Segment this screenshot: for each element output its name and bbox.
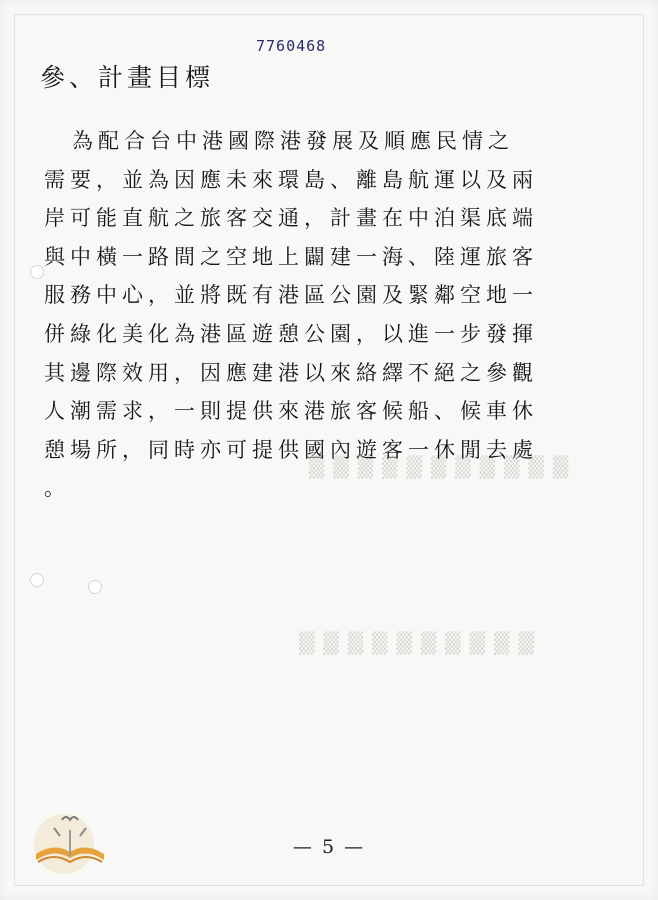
body-line: 與中橫一路間之空地上闢建一海、陸運旅客	[44, 244, 538, 269]
bleed-through-shadow: ▒▒▒▒▒▒▒▒▒▒▒	[300, 455, 569, 479]
document-stamp-number: 7760468	[256, 37, 327, 55]
page-number: — 5 —	[292, 836, 366, 858]
body-line: 人潮需求，一則提供來港旅客候船、候車休	[44, 399, 538, 424]
body-line: 併綠化美化為港區遊憩公園，以進一步發揮	[44, 321, 538, 346]
body-line: 。	[44, 476, 70, 501]
punch-hole	[88, 580, 102, 594]
punch-hole	[30, 573, 44, 587]
body-line: 岸可能直航之旅客交通，計畫在中泊渠底端	[44, 206, 538, 231]
punch-hole	[30, 265, 44, 279]
body-line: 其邊際效用，因應建港以來絡繹不絕之參觀	[44, 360, 538, 385]
section-heading: 參、計畫目標	[40, 63, 215, 92]
body-line: 需要，並為因應未來環島、離島航運以及兩	[44, 167, 538, 192]
bleed-through-shadow: ▒▒▒▒▒▒▒▒▒▒	[290, 631, 534, 655]
body-line: 憩場所，同時亦可提供國內遊客一休閒去處	[44, 437, 538, 462]
body-line: 服務中心，並將既有港區公園及緊鄰空地一	[44, 283, 538, 308]
body-paragraph	[44, 122, 592, 508]
body-line: 為配合台中港國際港發展及順應民情之	[72, 129, 514, 153]
